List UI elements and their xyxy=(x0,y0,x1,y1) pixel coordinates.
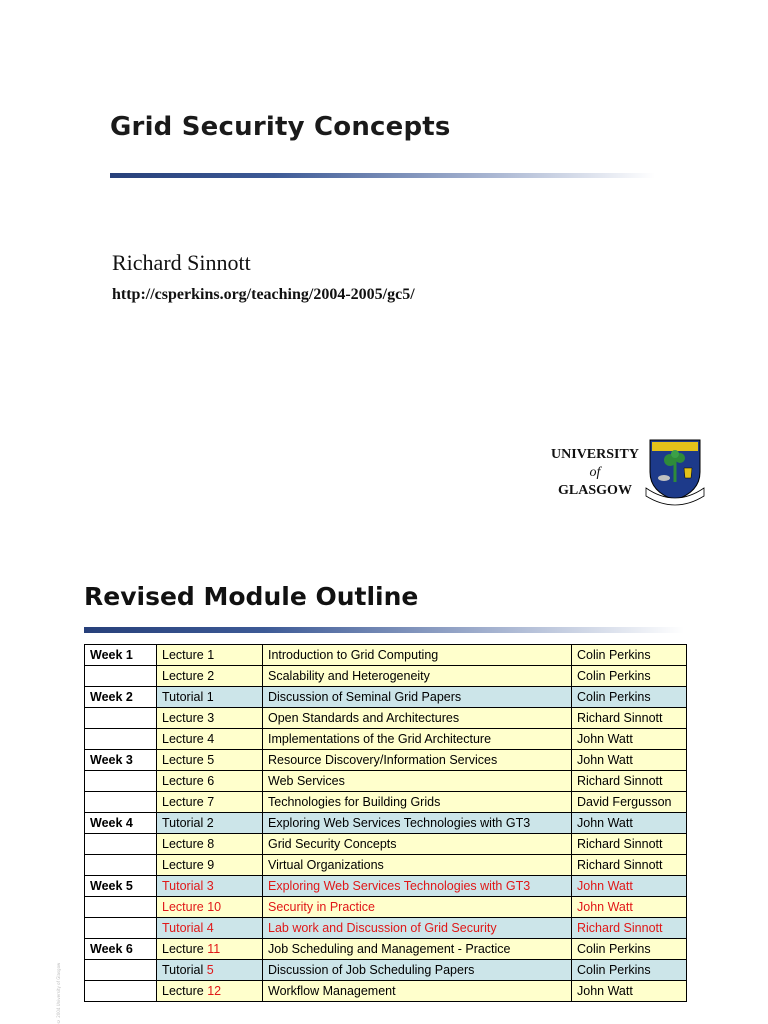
week-cell xyxy=(85,729,157,750)
session-cell xyxy=(157,666,263,687)
lecturer-cell: Colin Perkins xyxy=(572,666,687,687)
session-number: 2 xyxy=(206,816,214,830)
table-row xyxy=(85,939,687,960)
week-cell: Week 6 xyxy=(85,939,157,960)
session-number: 1 xyxy=(206,690,214,704)
topic-cell: Web Services xyxy=(263,771,572,792)
table-row xyxy=(85,708,687,729)
table-row xyxy=(85,687,687,708)
table-row xyxy=(85,876,687,897)
week-cell: Week 4 xyxy=(85,813,157,834)
week-cell xyxy=(85,981,157,1002)
session-type: Lecture xyxy=(162,942,204,956)
session-type: Lecture xyxy=(162,669,204,683)
week-cell xyxy=(85,960,157,981)
session-type: Lecture xyxy=(162,795,204,809)
session-cell xyxy=(157,918,263,939)
slide-title: Grid Security Concepts xyxy=(110,112,451,142)
lecturer-cell: John Watt xyxy=(572,981,687,1002)
session-type: Lecture xyxy=(162,984,204,998)
session-number: 2 xyxy=(207,669,215,683)
outline-title-underline xyxy=(84,627,684,633)
session-cell xyxy=(157,813,263,834)
topic-cell: Lab work and Discussion of Grid Security xyxy=(263,918,572,939)
session-number: 3 xyxy=(207,711,215,725)
session-number: 4 xyxy=(207,732,215,746)
table-row xyxy=(85,792,687,813)
copyright-side-note: © 2004 University of Glasgow xyxy=(56,962,61,1024)
topic-cell: Discussion of Seminal Grid Papers xyxy=(263,687,572,708)
table-row xyxy=(85,750,687,771)
university-wordmark xyxy=(540,446,650,500)
session-number: 7 xyxy=(207,795,215,809)
lecturer-cell: Colin Perkins xyxy=(572,960,687,981)
wordmark-line1: UNIVERSITY xyxy=(551,447,639,462)
table-row xyxy=(85,855,687,876)
week-cell xyxy=(85,708,157,729)
session-number: 9 xyxy=(207,858,215,872)
lecturer-cell: Richard Sinnott xyxy=(572,918,687,939)
session-cell xyxy=(157,960,263,981)
session-number: 5 xyxy=(206,963,214,977)
session-type: Lecture xyxy=(162,774,204,788)
session-cell xyxy=(157,897,263,918)
week-cell: Week 5 xyxy=(85,876,157,897)
outline-table-body xyxy=(85,645,687,1002)
session-cell xyxy=(157,792,263,813)
session-cell xyxy=(157,645,263,666)
lecturer-cell: John Watt xyxy=(572,813,687,834)
outline-title: Revised Module Outline xyxy=(84,582,419,611)
lecturer-cell: John Watt xyxy=(572,750,687,771)
outline-slide xyxy=(0,560,768,1024)
session-cell xyxy=(157,834,263,855)
session-cell xyxy=(157,939,263,960)
wordmark-line3: GLASGOW xyxy=(558,483,632,498)
session-number: 5 xyxy=(207,753,215,767)
week-cell xyxy=(85,918,157,939)
lecturer-cell: Richard Sinnott xyxy=(572,855,687,876)
session-type: Tutorial xyxy=(162,690,204,704)
session-number: 6 xyxy=(207,774,215,788)
university-crest-icon xyxy=(644,438,706,506)
lecturer-cell: Colin Perkins xyxy=(572,645,687,666)
lecturer-cell: John Watt xyxy=(572,897,687,918)
session-number: 8 xyxy=(207,837,215,851)
topic-cell: Introduction to Grid Computing xyxy=(263,645,572,666)
session-type: Lecture xyxy=(162,753,204,767)
session-number: 3 xyxy=(206,879,214,893)
table-row xyxy=(85,918,687,939)
table-row xyxy=(85,897,687,918)
week-cell xyxy=(85,834,157,855)
session-cell xyxy=(157,750,263,771)
session-number: 12 xyxy=(207,984,222,998)
topic-cell: Implementations of the Grid Architecture xyxy=(263,729,572,750)
session-type: Tutorial xyxy=(162,921,204,935)
session-number: 11 xyxy=(207,942,221,956)
topic-cell: Discussion of Job Scheduling Papers xyxy=(263,960,572,981)
topic-cell: Resource Discovery/Information Services xyxy=(263,750,572,771)
session-number: 10 xyxy=(207,900,222,914)
session-cell xyxy=(157,855,263,876)
week-cell: Week 2 xyxy=(85,687,157,708)
wordmark-line2: of xyxy=(589,465,601,480)
session-type: Lecture xyxy=(162,648,204,662)
session-type: Lecture xyxy=(162,858,204,872)
week-cell xyxy=(85,771,157,792)
session-cell xyxy=(157,981,263,1002)
session-type: Tutorial xyxy=(162,816,204,830)
session-cell xyxy=(157,708,263,729)
session-type: Lecture xyxy=(162,837,204,851)
week-cell: Week 1 xyxy=(85,645,157,666)
session-cell xyxy=(157,687,263,708)
topic-cell: Virtual Organizations xyxy=(263,855,572,876)
lecturer-cell: Colin Perkins xyxy=(572,939,687,960)
topic-cell: Exploring Web Services Technologies with GT3 xyxy=(263,813,572,834)
author-name: Richard Sinnott xyxy=(112,250,251,275)
session-type: Tutorial xyxy=(162,963,204,977)
session-type: Tutorial xyxy=(162,879,204,893)
lecturer-cell: Richard Sinnott xyxy=(572,834,687,855)
session-type: Lecture xyxy=(162,732,204,746)
table-row xyxy=(85,771,687,792)
table-row xyxy=(85,666,687,687)
table-row xyxy=(85,813,687,834)
session-type: Lecture xyxy=(162,711,204,725)
topic-cell: Security in Practice xyxy=(263,897,572,918)
lecturer-cell: Richard Sinnott xyxy=(572,771,687,792)
lecturer-cell: Colin Perkins xyxy=(572,687,687,708)
session-number: 1 xyxy=(207,648,215,662)
title-underline xyxy=(110,173,655,178)
table-row xyxy=(85,645,687,666)
lecturer-cell: John Watt xyxy=(572,876,687,897)
session-cell xyxy=(157,771,263,792)
table-row xyxy=(85,729,687,750)
lecturer-cell: John Watt xyxy=(572,729,687,750)
session-type: Lecture xyxy=(162,900,204,914)
week-cell xyxy=(85,792,157,813)
topic-cell: Exploring Web Services Technologies with GT3 xyxy=(263,876,572,897)
topic-cell: Grid Security Concepts xyxy=(263,834,572,855)
topic-cell: Workflow Management xyxy=(263,981,572,1002)
topic-cell: Job Scheduling and Management - Practice xyxy=(263,939,572,960)
table-row xyxy=(85,960,687,981)
table-row xyxy=(85,981,687,1002)
module-outline-table xyxy=(84,644,687,1002)
week-cell xyxy=(85,855,157,876)
table-row xyxy=(85,834,687,855)
topic-cell: Scalability and Heterogeneity xyxy=(263,666,572,687)
session-number: 4 xyxy=(206,921,214,935)
week-cell xyxy=(85,666,157,687)
session-cell xyxy=(157,876,263,897)
lecturer-cell: Richard Sinnott xyxy=(572,708,687,729)
topic-cell: Technologies for Building Grids xyxy=(263,792,572,813)
course-url: http://csperkins.org/teaching/2004-2005/gc5/ xyxy=(112,286,415,303)
week-cell: Week 3 xyxy=(85,750,157,771)
session-cell xyxy=(157,729,263,750)
lecturer-cell: David Fergusson xyxy=(572,792,687,813)
topic-cell: Open Standards and Architectures xyxy=(263,708,572,729)
week-cell xyxy=(85,897,157,918)
